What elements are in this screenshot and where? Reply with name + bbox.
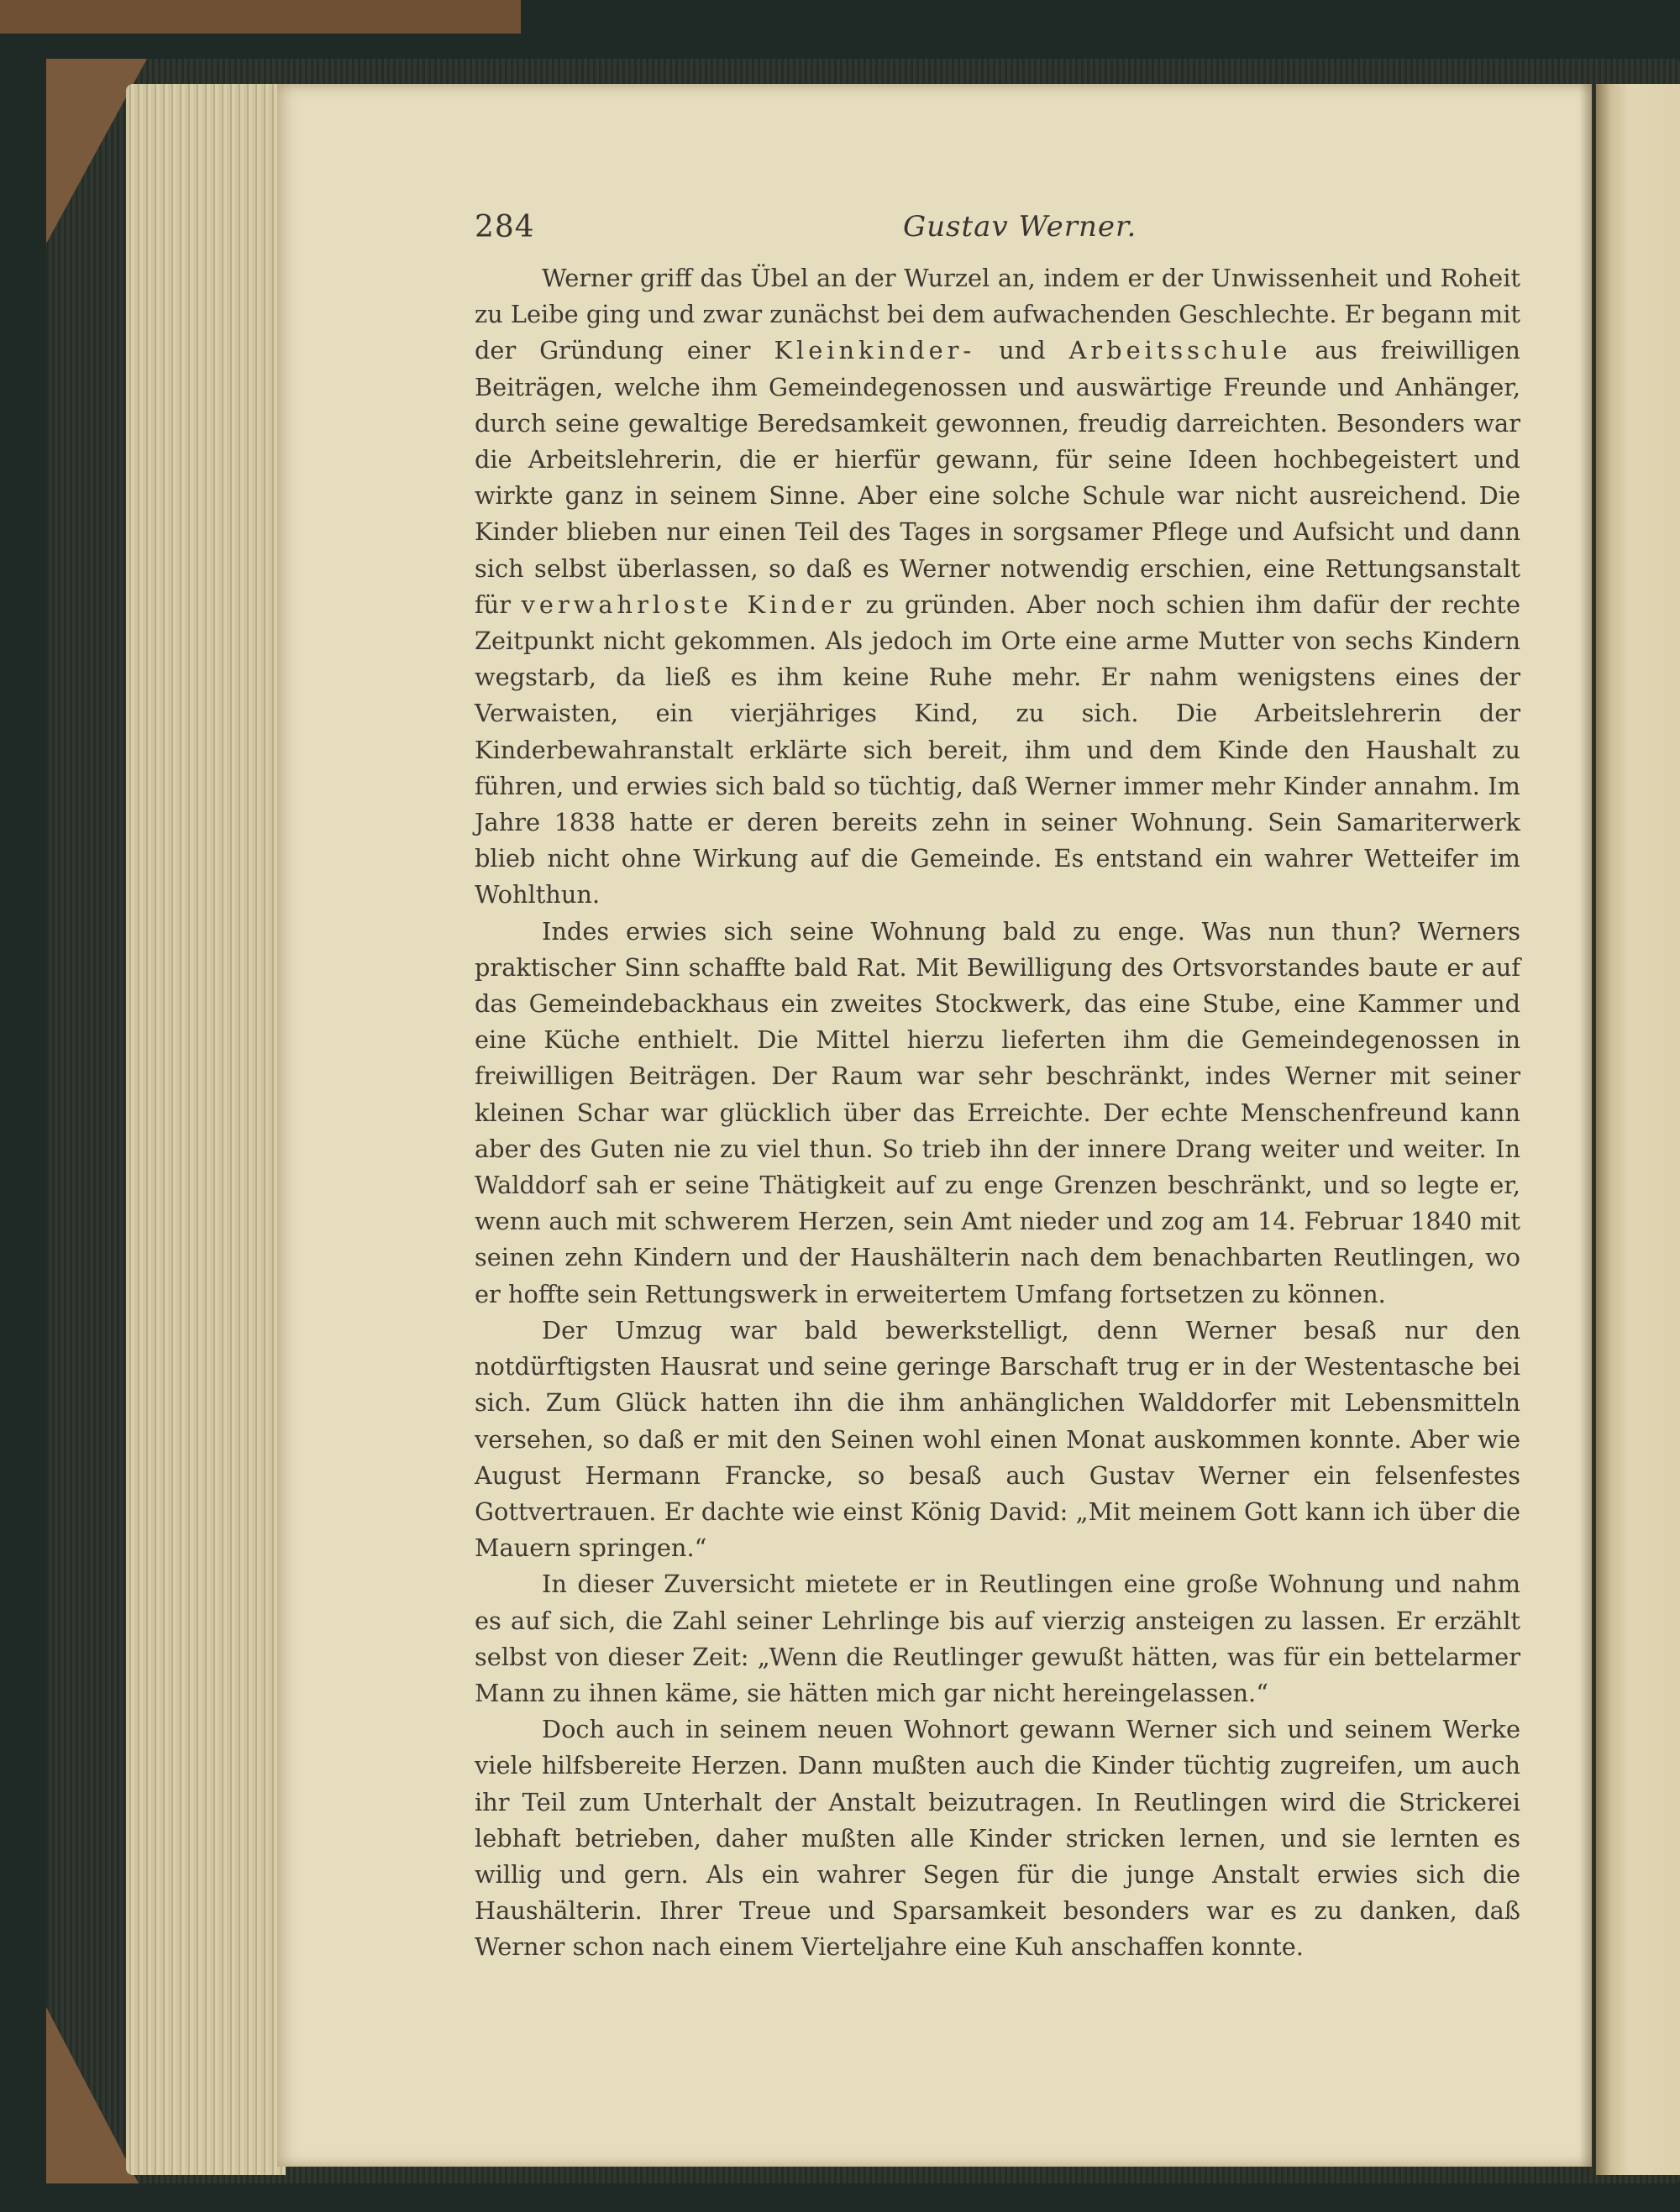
facing-page-edge (1596, 84, 1680, 2175)
paragraph-text: aus freiwilligen Beiträgen, welche ihm Gemeindegenossen und auswärtige Freunde und Anhänger, durch seine gewaltige Beredsamkeit gewonnen, freudig darreichten. Besonders war die Arbeitslehrerin, die er hierfür gewann, für seine Ideen hochbegeistert und wirkte ganz in seinem Sinne. Aber eine solche Schule war nicht ausreichend. Die Kinder blieben nur einen Teil des Tages in sorgsamer Pflege und Aufsicht und dann sich selbst überlassen, so daß es Werner notwendig erschien, eine Rettungsanstalt für (475, 336, 1520, 619)
emphasized-text: Kleinkinder- (774, 336, 976, 365)
paragraph-text: und (975, 336, 1069, 365)
paragraph-text: Werner griff das Übel an der Wurzel an, indem er der Unwissenheit und Roheit zu Leibe ging und zwar zunächst bei dem aufwachenden Geschlechte. Er begann mit der Gründung einer (475, 264, 1520, 365)
page-number: 284 (475, 210, 535, 244)
emphasized-text: verwahrloste Kinder (521, 590, 855, 619)
paragraph: Indes erwies sich seine Wohnung bald zu enge. Was nun thun? Werners praktischer Sinn schaffte bald Rat. Mit Bewilligung des Ortsvorstandes baute er auf das Gemeindebackhaus ein zweites Stockwerk, das eine Stube, eine Kammer und eine Küche enthielt. Die Mittel hierzu lieferten ihm die Gemeindegenossen in freiwilligen Beiträgen. Der Raum war sehr beschränkt, indes Werner mit seiner kleinen Schar war glücklich über das Erreichte. Der echte Menschenfreund kann aber des Guten nie zu viel thun. So trieb ihn der innere Drang weiter und weiter. In Walddorf sah er seine Thätigkeit auf zu enge Grenzen beschränkt, und so legte er, wenn auch mit schwerem Herzen, sein Amt nieder und zog am 14. Februar 1840 mit seinen zehn Kindern und der Haushälterin nach dem benachbarten Reutlingen, wo er hoffte sein Rettungswerk in erweitertem Umfang fortsetzen zu können. (475, 916, 1520, 1308)
page-header (475, 210, 1529, 260)
paragraph-text: zu gründen. Aber noch schien ihm dafür der rechte Zeitpunkt nicht gekommen. Als jedoch im Orte eine arme Mutter von sechs Kindern wegstarb, da ließ es ihm keine Ruhe mehr. Er nahm wenigstens eines der Verwaisten, ein vierjähriges Kind, zu sich. Die Arbeitslehrerin der Kinderbewahranstalt erklärte sich bereit, ihm und dem Kinde den Haushalt zu führen, und erwies sich bald so tüchtig, daß Werner immer mehr Kinder annahm. Im Jahre 1838 hatte er deren bereits zehn in seiner Wohnung. Sein Samariterwerk blieb nicht ohne Wirkung auf die Gemeinde. Es entstand ein wahrer Wetteifer im Wohlthun. (475, 590, 1520, 909)
running-head: Gustav Werner. (903, 210, 1137, 244)
body-text (475, 260, 1520, 1966)
cover-corner-top-right (0, 0, 521, 34)
paragraph: Doch auch in seinem neuen Wohnort gewann Werner sich und seinem Werke viele hilfsbereite Herzen. Dann mußten auch die Kinder tüchtig zugreifen, um auch ihr Teil zum Unterhalt der Anstalt beizutragen. In Reutlingen wird die Strickerei lebhaft betrieben, daher mußten alle Kinder stricken lernen, und sie lernten es willig und gern. Als ein wahrer Segen für die junge Anstalt erwies sich die Haushälterin. Ihrer Treue und Sparsamkeit besonders war es zu danken, daß Werner schon nach einem Vierteljahre eine Kuh anschaffen konnte. (475, 1715, 1520, 1962)
cover-corner-bottom-left (46, 2007, 139, 2183)
emphasized-text: Arbeitsschule (1068, 336, 1292, 365)
paragraph: In dieser Zuversicht mietete er in Reutlingen eine große Wohnung und nahm es auf sich, die Zahl seiner Lehrlinge bis auf vierzig ansteigen zu lassen. Er erzählt selbst von dieser Zeit: „Wenn die Reutlinger gewußt hätten, was für ein bettelarmer Mann zu ihnen käme, sie hätten mich gar nicht hereingelassen.“ (475, 1570, 1520, 1707)
paragraph: Der Umzug war bald bewerkstelligt, denn Werner besaß nur den notdürftigsten Hausrat und seine geringe Barschaft trug er in der Westentasche bei sich. Zum Glück hatten ihn die ihm anhänglichen Walddorfer mit Lebensmitteln versehen, so daß er mit den Seinen wohl einen Monat auskommen konnte. Aber wie August Hermann Francke, so besaß auch Gustav Werner ein felsenfestes Gottvertrauen. Er dachte wie einst König David: „Mit meinem Gott kann ich über die Mauern springen.“ (475, 1315, 1520, 1563)
paragraph (475, 260, 1520, 914)
page-edges (126, 84, 286, 2175)
